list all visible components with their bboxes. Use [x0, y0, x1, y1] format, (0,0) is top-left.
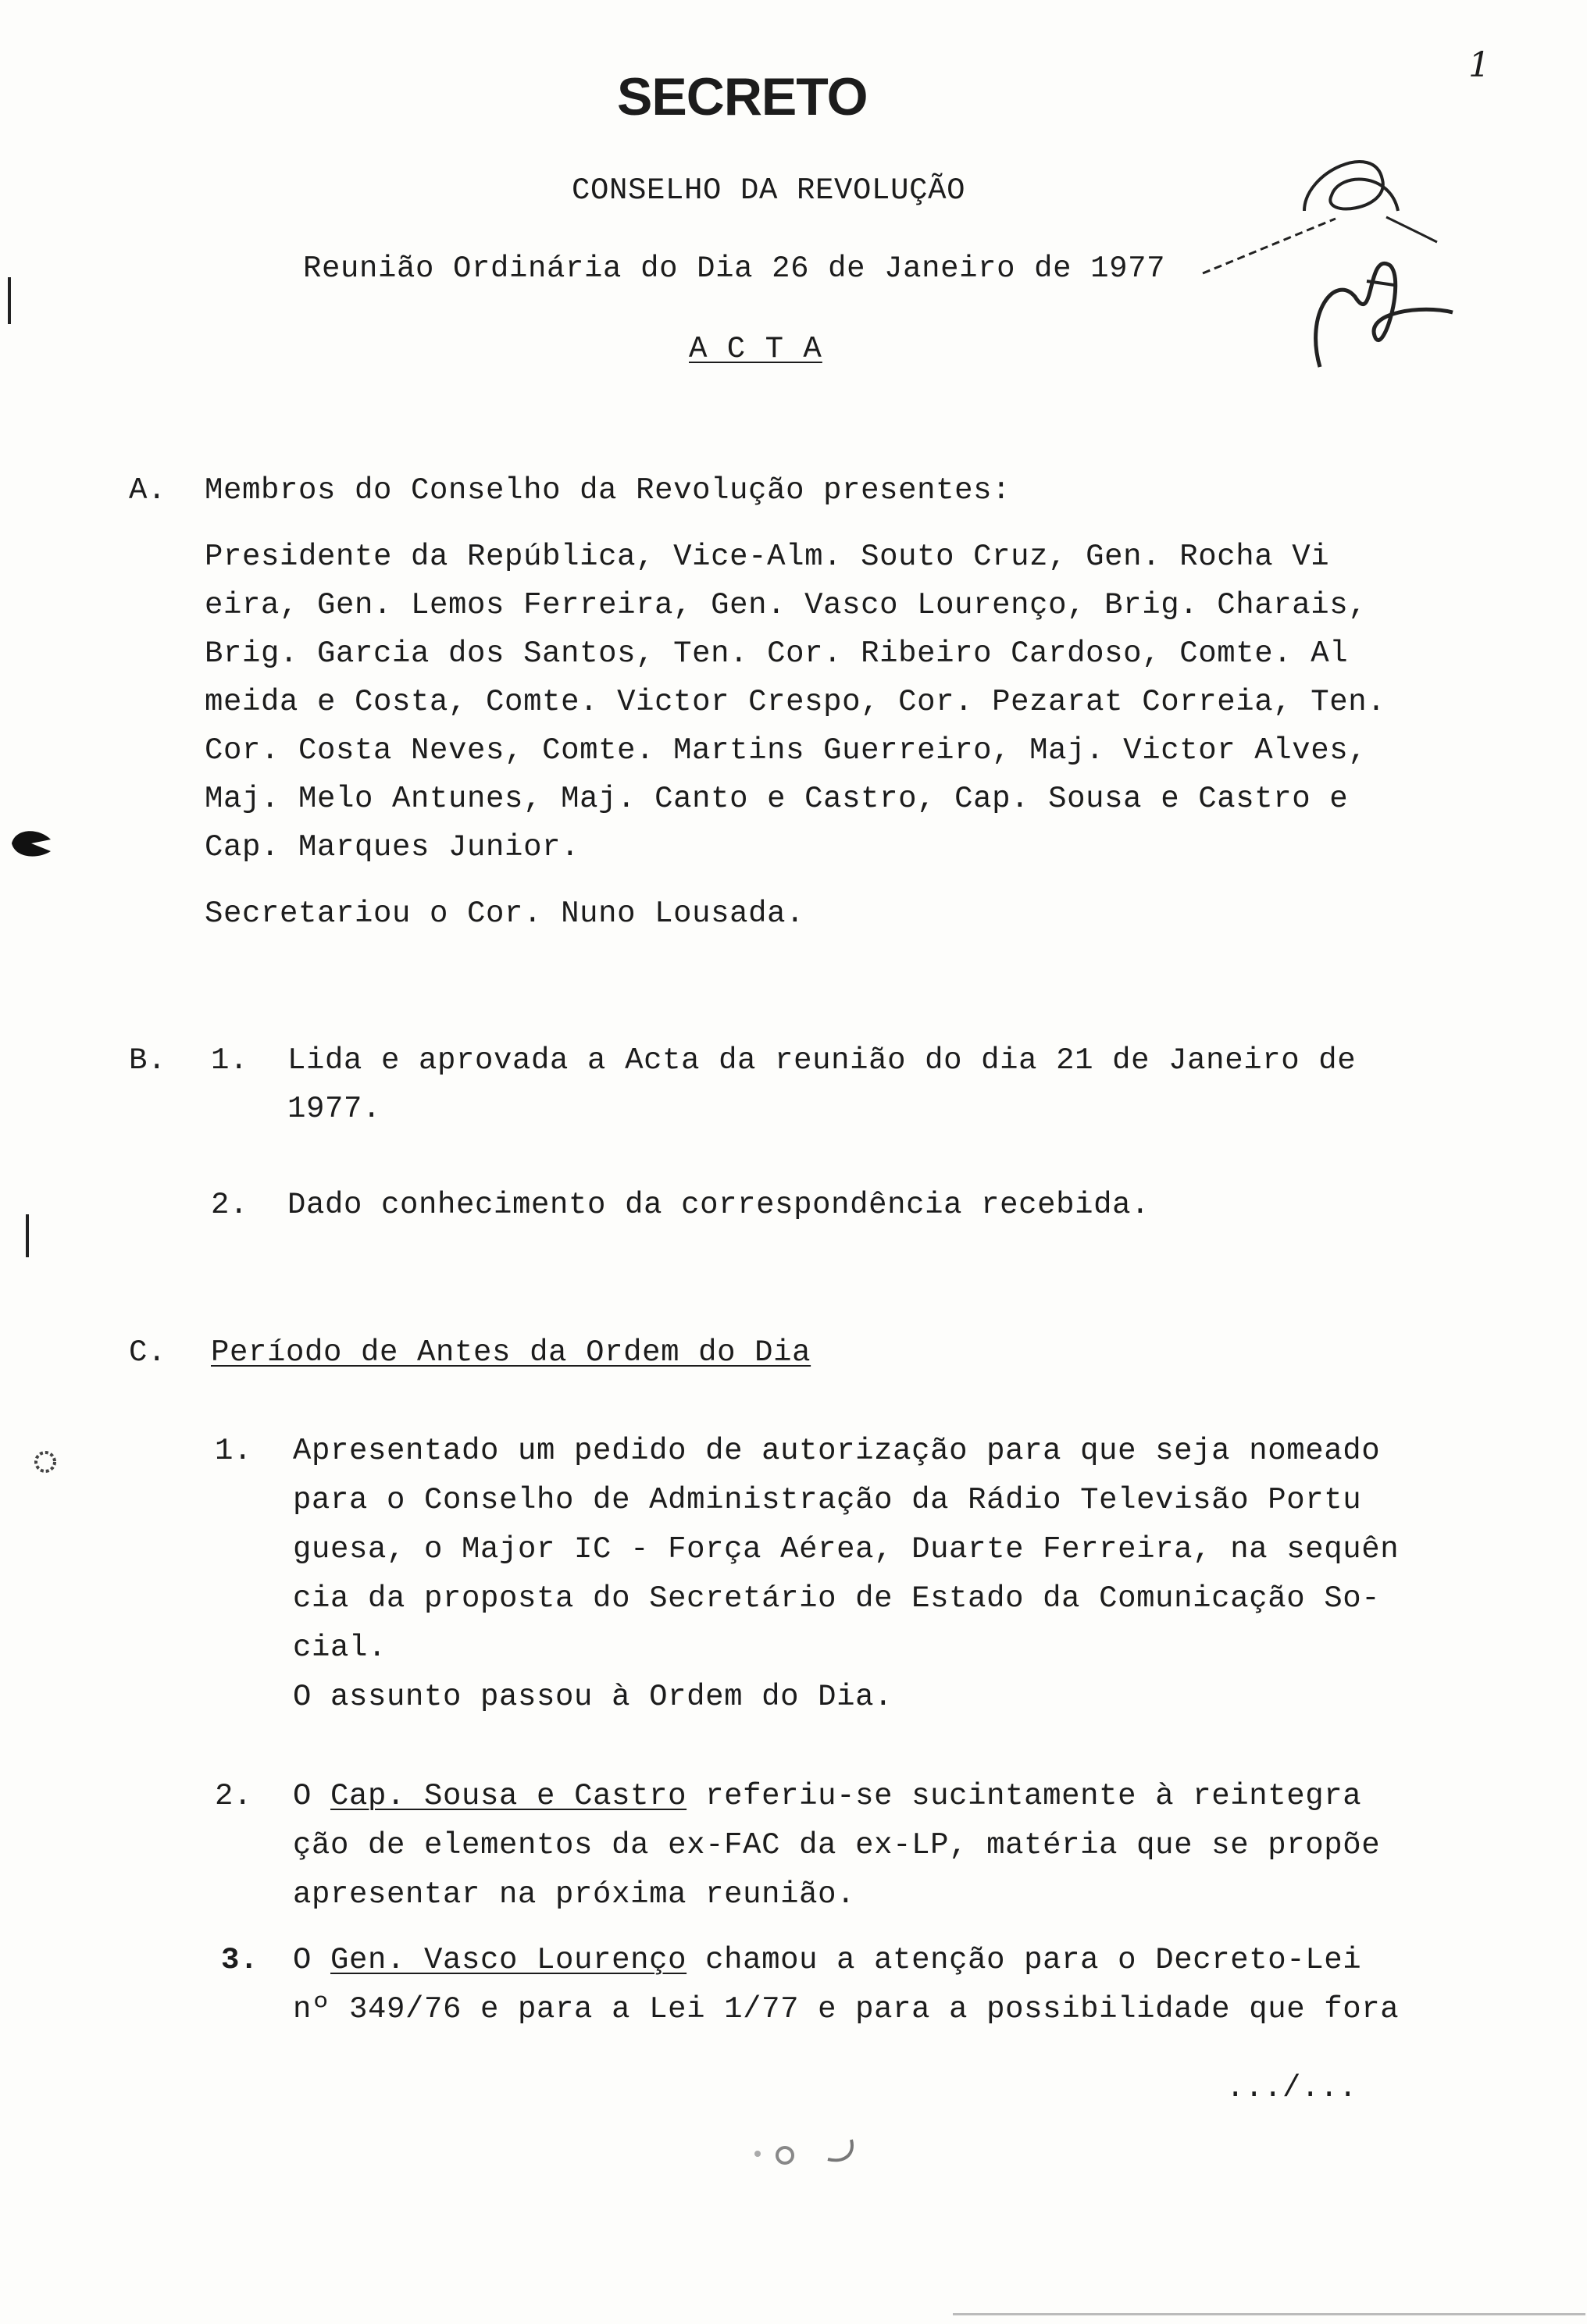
- section-b-item-1-line-2: 1977.: [287, 1092, 382, 1126]
- section-c-item-2-line-3: apresentar na próxima reunião.: [293, 1877, 856, 1912]
- section-c-item-3-line-1-rest: chamou a atenção para o Decreto-Lei: [687, 1943, 1362, 1977]
- section-c-heading: Período de Antes da Ordem do Dia: [211, 1335, 811, 1370]
- page-mark: 1: [1468, 45, 1490, 85]
- members-line-7: Cap. Marques Junior.: [205, 830, 580, 864]
- bottom-edge-line: [953, 2313, 1585, 2315]
- section-c-item-3-number: 3.: [221, 1943, 259, 1977]
- meeting-title: Reunião Ordinária do Dia 26 de Janeiro de 1977: [303, 251, 1166, 286]
- bottom-smudge: [726, 2132, 883, 2171]
- section-c-item-1-number: 1.: [215, 1434, 253, 1468]
- section-b-item-1-line-1: Lida e aprovada a Acta da reunião do dia 21 de Janeiro de: [287, 1043, 1357, 1078]
- section-c-item-1-line-6: O assunto passou à Ordem do Dia.: [293, 1680, 893, 1714]
- issuing-body: CONSELHO DA REVOLUÇÃO: [572, 173, 966, 208]
- margin-bar-middle: [26, 1214, 29, 1257]
- section-b-item-2-line-1: Dado conhecimento da correspondência recebida.: [287, 1188, 1150, 1222]
- margin-bar-top: [8, 277, 11, 324]
- section-c-item-2-line-1-rest: referiu-se sucintamente à reintegra: [687, 1779, 1362, 1813]
- section-c-item-1-line-5: cial.: [293, 1631, 387, 1665]
- section-c-item-2-line-1: O Cap. Sousa e Castro referiu-se sucintamente à reintegra: [293, 1779, 1362, 1813]
- section-c-letter: C.: [129, 1335, 167, 1370]
- section-b-letter: B.: [129, 1043, 167, 1078]
- punch-hole-mark: [8, 824, 55, 863]
- speaker-name: Cap. Sousa e Castro: [330, 1779, 687, 1813]
- members-line-6: Maj. Melo Antunes, Maj. Canto e Castro, Cap. Sousa e Castro e: [205, 782, 1349, 816]
- handwritten-signature: [1187, 125, 1468, 375]
- section-a-letter: A.: [129, 473, 167, 508]
- section-c-item-2-line-2: ção de elementos da ex-FAC da ex-LP, matéria que se propõe: [293, 1828, 1381, 1862]
- section-b-item-2-number: 2.: [211, 1188, 249, 1222]
- section-c-item-1-line-4: cia da proposta do Secretário de Estado da Comunicação So-: [293, 1581, 1381, 1616]
- members-line-3: Brig. Garcia dos Santos, Ten. Cor. Ribeiro Cardoso, Comte. Al: [205, 636, 1349, 671]
- section-c-item-2-number: 2.: [215, 1779, 253, 1813]
- members-line-4: meida e Costa, Comte. Victor Crespo, Cor. Pezarat Correia, Ten.: [205, 685, 1386, 719]
- members-line-1: Presidente da República, Vice-Alm. Souto Cruz, Gen. Rocha Vi: [205, 540, 1330, 574]
- members-line-2: eira, Gen. Lemos Ferreira, Gen. Vasco Lourenço, Brig. Charais,: [205, 588, 1368, 622]
- members-line-5: Cor. Costa Neves, Comte. Martins Guerreiro, Maj. Victor Alves,: [205, 733, 1368, 768]
- section-c-item-1-line-3: guesa, o Major IC - Força Aérea, Duarte Ferreira, na sequên: [293, 1532, 1400, 1567]
- speaker-name: Gen. Vasco Lourenço: [330, 1943, 687, 1977]
- classification-stamp: SECRETO: [617, 67, 868, 127]
- section-c-item-3-line-2: nº 349/76 e para a Lei 1/77 e para a possibilidade que fora: [293, 1992, 1400, 2026]
- smudge-mark: [31, 1445, 59, 1479]
- section-c-item-1-line-2: para o Conselho de Administração da Rádio Televisão Portu: [293, 1483, 1362, 1517]
- section-b-item-1-number: 1.: [211, 1043, 249, 1078]
- section-c-item-1-line-1: Apresentado um pedido de autorização para que seja nomeado: [293, 1434, 1381, 1468]
- section-c-item-3-line-1: O Gen. Vasco Lourenço chamou a atenção para o Decreto-Lei: [293, 1943, 1362, 1977]
- secretary-line: Secretariou o Cor. Nuno Lousada.: [205, 896, 805, 931]
- section-a-heading: Membros do Conselho da Revolução presentes:: [205, 473, 1011, 508]
- document-type: A C T A: [689, 332, 822, 366]
- continuation-mark: .../...: [1226, 2071, 1358, 2105]
